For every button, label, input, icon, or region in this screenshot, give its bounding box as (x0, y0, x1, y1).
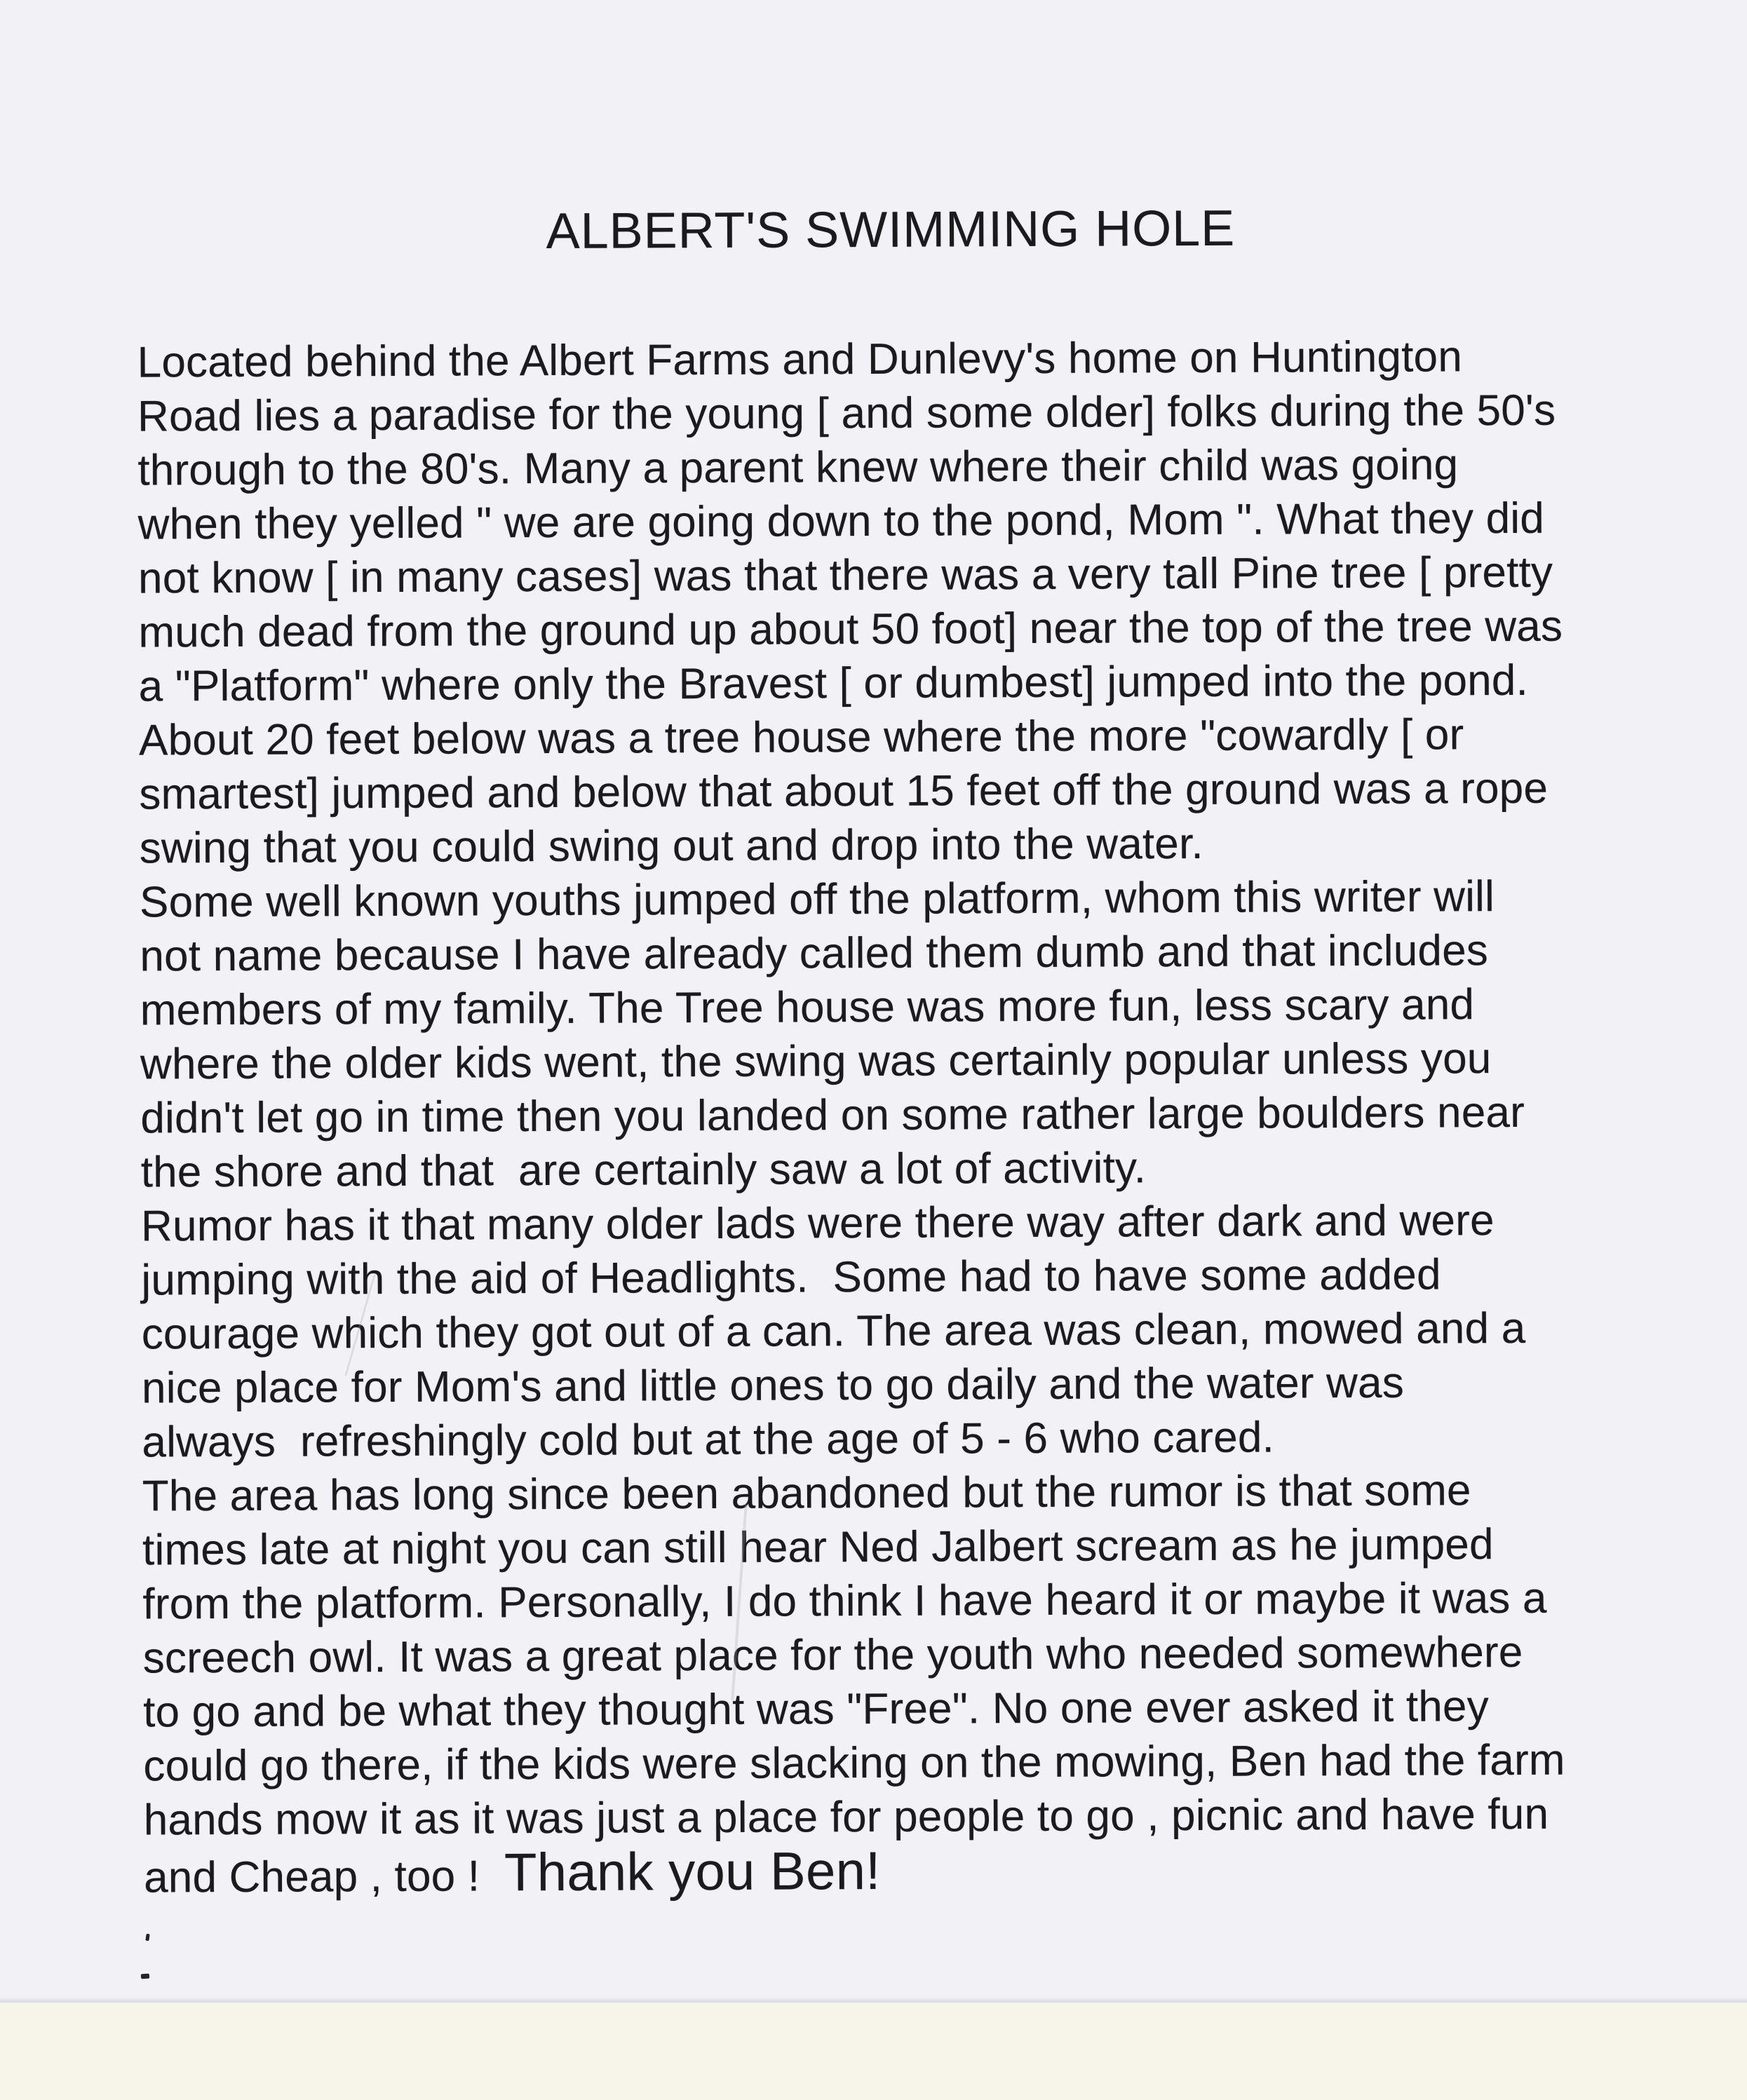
document-line: Some well known youths jumped off the platform, whom this writer will (139, 872, 1495, 927)
document-line: when they yelled " we are going down to the pond, Mom ". What they did (137, 494, 1545, 549)
page-title: ALBERT'S SWIMMING HOLE (546, 200, 1236, 260)
document-line: jumping with the aid of Headlights. Some had to have some added (141, 1250, 1441, 1305)
document-line: The area has long since been abandoned but the rumor is that some (142, 1466, 1471, 1521)
document-line: smartest] jumped and below that about 15 feet off the ground was a rope (139, 764, 1549, 819)
document-line: to go and be what they thought was "Free". No one ever asked it they (142, 1682, 1490, 1737)
document-line: from the platform. Personally, I do think I have heard it or maybe it was a (142, 1573, 1547, 1629)
closing-line-emphasis: Thank you Ben! (504, 1841, 881, 1903)
document-line: not know [ in many cases] was that there was a very tall Pine tree [ pretty (137, 548, 1553, 603)
closing-line (144, 1841, 1680, 1905)
document-line: Rumor has it that many older lads were there way after dark and were (140, 1196, 1495, 1251)
document-line: courage which they got out of a can. The area was clean, mowed and a (141, 1303, 1526, 1359)
scan-speck (141, 1974, 149, 1979)
closing-line-normal: and Cheap , too ! (143, 1852, 505, 1902)
document-line: nice place for Mom's and little ones to go daily and the water was (141, 1358, 1405, 1413)
document-line: screech owl. It was a great place for the youth who needed somewhere (142, 1627, 1523, 1683)
document-line: Located behind the Albert Farms and Dunlevy's home on Huntington (137, 332, 1463, 387)
document-line: swing that you could swing out and drop into the water. (139, 819, 1204, 873)
document-line: members of my family. The Tree house was more fun, less scary and (140, 980, 1475, 1035)
document-line: didn't let go in time then you landed on some rather large boulders near (140, 1088, 1525, 1143)
document-line: About 20 feet below was a tree house where the more "cowardly [ or (138, 710, 1464, 765)
document-line: Road lies a paradise for the young [ and some older] folks during the 50's (137, 386, 1556, 441)
document-line: not name because I have already called them dumb and that includes (140, 926, 1489, 981)
document-line: a "Platform" where only the Bravest [ or dumbest] jumped into the pond. (138, 656, 1529, 711)
document-line: where the older kids went, the swing was certainly popular unless you (140, 1034, 1492, 1089)
document-line: always refreshingly cold but at the age of 5 - 6 who cared. (142, 1413, 1275, 1467)
document-line: could go there, if the kids were slacking on the mowing, Ben had the farm (143, 1735, 1565, 1791)
document-line: through to the 80's. Many a parent knew where their child was going (137, 440, 1459, 495)
document-line: much dead from the ground up about 50 foot] near the top of the tree was (138, 602, 1563, 657)
document-line: the shore and that are certainly saw a lot of activity. (140, 1144, 1147, 1197)
document-line: hands mow it as it was just a place for people to go , picnic and have fun (143, 1789, 1549, 1845)
document-line: times late at night you can still hear Ned Jalbert scream as he jumped (142, 1520, 1494, 1575)
document-body (137, 329, 1680, 1905)
